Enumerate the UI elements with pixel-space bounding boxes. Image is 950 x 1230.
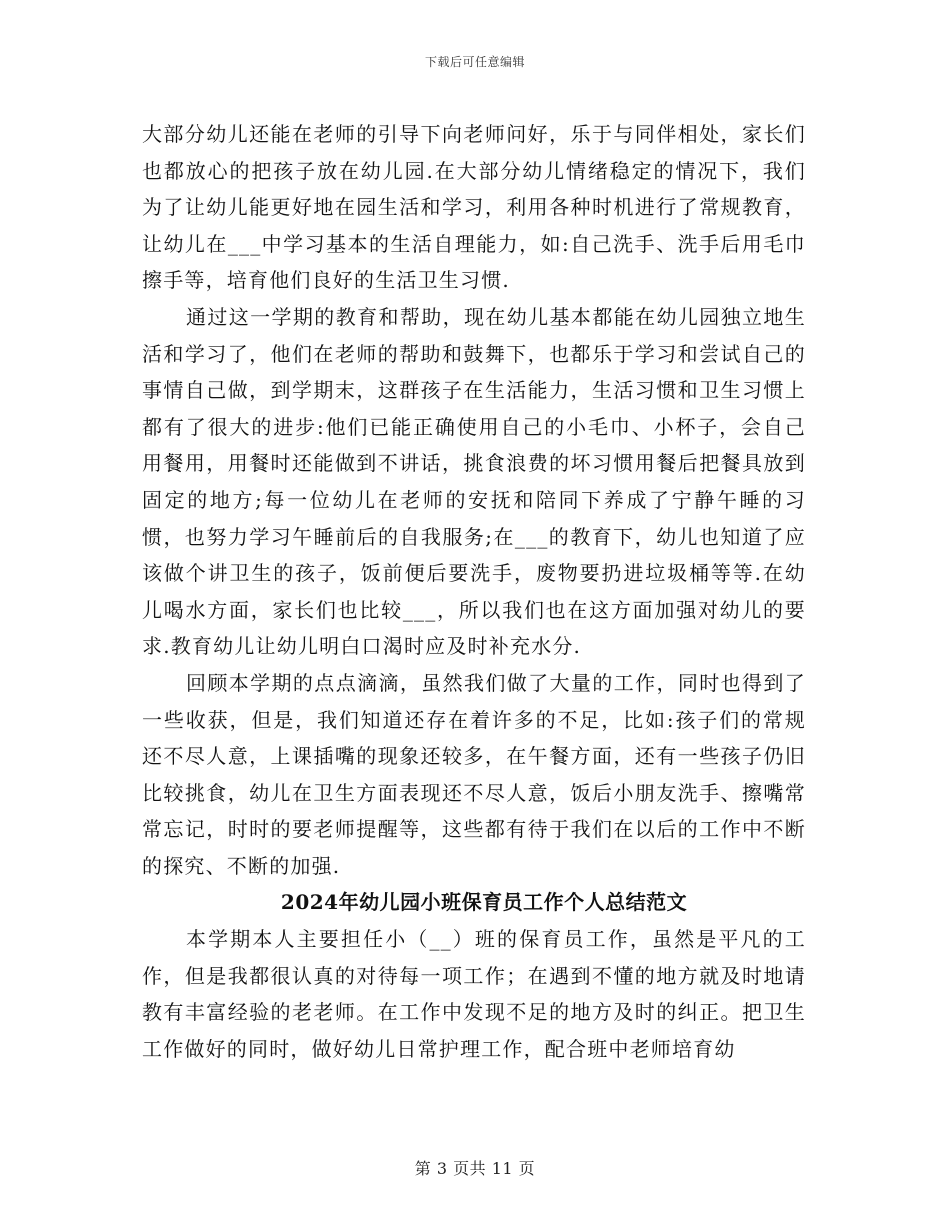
paragraph-review: 回顾本学期的点点滴滴，虽然我们做了大量的工作，同时也得到了一些收获，但是，我们知道还存在着许多的不足，比如:孩子们的常规还不尽人意，上课插嘴的现象还较多，在午餐方面，还有一些孩子仍旧比较挑食，幼儿在卫生方面表现还不尽人意，饭后小朋友洗手、擦嘴常常忘记，时时的要老师提醒等，这些都有待于我们在以后的工作中不断的探究、不断的加强. (142, 670, 806, 878)
section-title: 2024年幼儿园小班保育员工作个人总结范文 (280, 890, 688, 915)
document-body (142, 116, 806, 1067)
paragraph-semester-progress: 通过这一学期的教育和帮助，现在幼儿基本都能在幼儿园独立地生活和学习了，他们在老师的帮助和鼓舞下，也都乐于学习和尝试自己的事情自己做，到学期末，这群孩子在生活能力，生活习惯和卫生习惯上都有了很大的进步:他们已能正确使用自己的小毛巾、小杯子，会自己用餐用，用餐时还能做到不讲话，挑食浪费的坏习惯用餐后把餐具放到固定的地方;每一位幼儿在老师的安抚和陪同下养成了宁静午睡的习惯，也努力学习午睡前后的自我服务;在___的教育下，幼儿也知道了应该做个讲卫生的孩子，饭前便后要洗手，废物要扔进垃圾桶等等.在幼儿喝水方面，家长们也比较___，所以我们也在这方面加强对幼儿的要求.教育幼儿让幼儿明白口渴时应及时补充水分. (142, 304, 806, 659)
paragraph-continuation: 大部分幼儿还能在老师的引导下向老师问好，乐于与同伴相处，家长们也都放心的把孩子放在幼儿园.在大部分幼儿情绪稳定的情况下，我们为了让幼儿能更好地在园生活和学习，利用各种时机进行了常规教育，让幼儿在___中学习基本的生活自理能力，如:自己洗手、洗手后用毛巾擦手等，培育他们良好的生活卫生习惯. (142, 122, 806, 293)
page-number: 第 3 页共 11 页 (414, 1159, 536, 1178)
paragraph-section-intro: 本学期本人主要担任小（__）班的保育员工作，虽然是平凡的工作，但是我都很认真的对待每一项工作；在遇到不懂的地方就及时地请教有丰富经验的老老师。在工作中发现不足的地方及时的纠正。把卫生工作做好的同时，做好幼儿日常护理工作，配合班中老师培育幼 (142, 927, 806, 1061)
header-note: 下载后可任意编辑 (424, 55, 525, 69)
